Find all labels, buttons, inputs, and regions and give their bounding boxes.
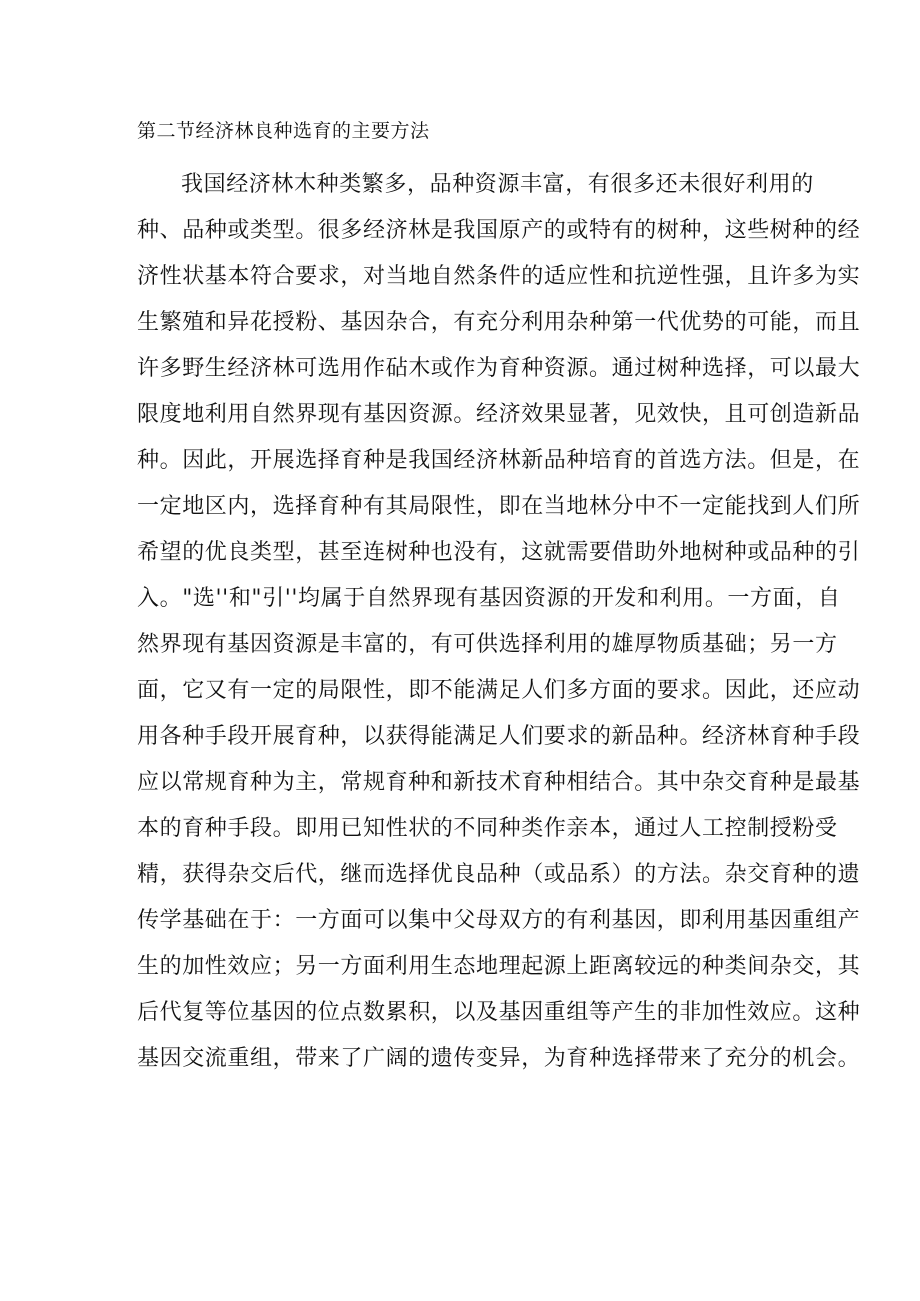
paragraph-line-4: 生繁殖和异花授粉、基因杂合，有充分利用杂种第一代优势的可能，而且 bbox=[137, 310, 861, 335]
paragraph-line-19: 后代复等位基因的位点数累积，以及基因重组等产生的非加性效应。这种 bbox=[137, 1000, 861, 1025]
paragraph-line-11: 然界现有基因资源是丰富的，有可供选择利用的雄厚物质基础；另一方 bbox=[137, 632, 838, 657]
paragraph-line-16: 精，获得杂交后代，继而选择优良品种（或品系）的方法。杂交育种的遗 bbox=[137, 862, 861, 887]
paragraph-line-2: 种、品种或类型。很多经济林是我国原产的或特有的树种，这些树种的经 bbox=[137, 218, 861, 243]
paragraph-line-12: 面，它又有一定的局限性，即不能满足人们多方面的要求。因此，还应动 bbox=[137, 678, 861, 703]
paragraph-line-8: 一定地区内，选择育种有其局限性，即在当地林分中不一定能找到人们所 bbox=[137, 494, 861, 519]
paragraph-line-6: 限度地利用自然界现有基因资源。经济效果显著，见效快，且可创造新品 bbox=[137, 402, 861, 427]
paragraph-line-3: 济性状基本符合要求，对当地自然条件的适应性和抗逆性强，且许多为实 bbox=[137, 264, 861, 289]
paragraph-line-20: 基因交流重组，带来了广阔的遗传变异，为育种选择带来了充分的机会。 bbox=[137, 1046, 861, 1071]
paragraph-line-18: 生的加性效应；另一方面利用生态地理起源上距离较远的种类间杂交，其 bbox=[137, 954, 861, 979]
paragraph-line-1: 我国经济林木种类繁多，品种资源丰富，有很多还未很好利用的 bbox=[181, 172, 814, 197]
paragraph-line-5: 许多野生经济林可选用作砧木或作为育种资源。通过树种选择，可以最大 bbox=[137, 356, 861, 381]
paragraph-line-15: 本的育种手段。即用已知性状的不同种类作亲本，通过人工控制授粉受 bbox=[137, 816, 838, 841]
paragraph-line-13: 用各种手段开展育种，以获得能满足人们要求的新品种。经济林育种手段 bbox=[137, 724, 861, 749]
paragraph-line-7: 种。因此，开展选择育种是我国经济林新品种培育的首选方法。但是，在 bbox=[137, 448, 861, 473]
paragraph-line-10: 入。"选''和"引''均属于自然界现有基因资源的开发和利用。一方面，自 bbox=[137, 586, 841, 611]
paragraph-line-9: 希望的优良类型，甚至连树种也没有，这就需要借助外地树种或品种的引 bbox=[137, 540, 861, 565]
paragraph-line-14: 应以常规育种为主，常规育种和新技术育种相结合。其中杂交育种是最基 bbox=[137, 770, 861, 795]
paragraph-line-17: 传学基础在于：一方面可以集中父母双方的有利基因，即利用基因重组产 bbox=[137, 908, 861, 933]
section-title: 第二节经济林良种选育的主要方法 bbox=[137, 120, 430, 142]
